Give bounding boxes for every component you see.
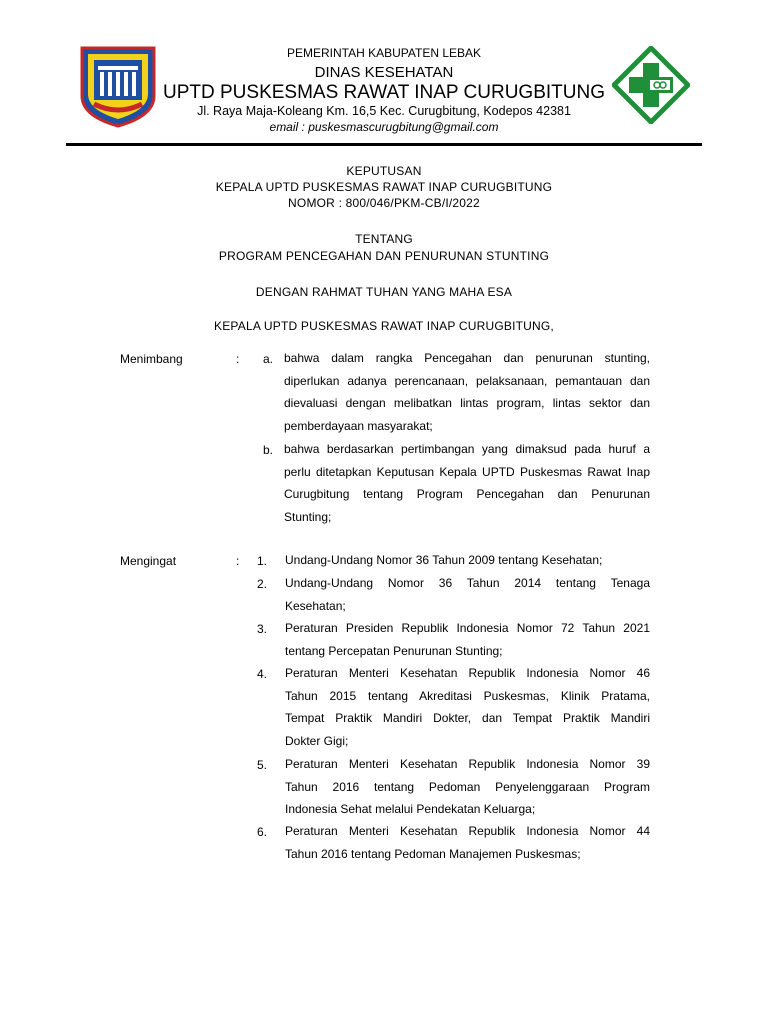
- mengingat-marker-3: 3.: [257, 622, 268, 636]
- text-line: Indonesia Sehat melalui Pendekatan Keluarga;: [285, 802, 536, 816]
- kop-alamat: Jl. Raya Maja-Koleang Km. 16,5 Kec. Curugbitung, Kodepos 42381: [197, 104, 571, 118]
- text-line: Peraturan Menteri Kesehatan Republik Indonesia Nomor 44: [285, 824, 650, 838]
- mengingat-label: Mengingat: [120, 554, 177, 568]
- text-line: Tahun 2015 tentang Akreditasi Puskesmas, Klinik Pratama,: [285, 688, 650, 703]
- heading-program: PROGRAM PENCEGAHAN DAN PENURUNAN STUNTING: [218, 249, 550, 263]
- text-line: Peraturan Menteri Kesehatan Republik Indonesia Nomor 46: [285, 666, 650, 680]
- menimbang-label: Menimbang: [120, 352, 183, 366]
- mengingat-marker-4: 4.: [257, 667, 268, 681]
- menimbang-marker-a: a.: [263, 352, 274, 366]
- text-line: Undang-Undang Nomor 36 Tahun 2009 tentang Kesehatan;: [285, 553, 603, 567]
- kop-pemerintah: PEMERINTAH KABUPATEN LEBAK: [286, 46, 482, 60]
- heading-nomor: NOMOR : 800/046/PKM-CB/I/2022: [288, 196, 480, 210]
- text-line: Tahun 2016 tentang Pedoman Penyelenggaraan Program: [285, 779, 650, 794]
- text-line: perlu ditetapkan Keputusan Kepala UPTD Puskesmas Rawat Inap: [284, 464, 650, 479]
- kop-instansi: UPTD PUSKESMAS RAWAT INAP CURUGBITUNG: [163, 82, 605, 103]
- text-line: tentang Percepatan Penurunan Stunting;: [285, 643, 503, 658]
- letterhead-rule: [66, 143, 702, 146]
- text-line: Stunting;: [284, 509, 332, 524]
- mengingat-marker-6: 6.: [257, 825, 268, 839]
- mengingat-colon: :: [236, 554, 240, 568]
- mengingat-marker-1: 1.: [257, 554, 268, 568]
- text-line: dievaluasi dengan melibatkan lintas program, lintas sektor dan: [284, 396, 650, 410]
- menimbang-colon: :: [236, 352, 240, 366]
- mengingat-item-1: [285, 549, 650, 572]
- text-line: Peraturan Presiden Republik Indonesia Nomor 72 Tahun 2021: [285, 621, 650, 635]
- text-line: Peraturan Menteri Kesehatan Republik Indonesia Nomor 39: [285, 757, 650, 771]
- heading-kepala: KEPALA UPTD PUSKESMAS RAWAT INAP CURUGBITUNG: [215, 180, 553, 194]
- heading-tentang: TENTANG: [355, 232, 413, 246]
- text-line: Tempat Praktik Mandiri Dokter, dan Tempat Praktik Mandiri: [285, 711, 650, 725]
- text-line: bahwa berdasarkan pertimbangan yang dimaksud pada huruf a: [284, 442, 650, 456]
- text-line: Dokter Gigi;: [285, 733, 349, 748]
- text-line: diperlukan adanya perencanaan, pelaksanaan, pemantauan dan: [284, 373, 650, 388]
- heading-rahmat: DENGAN RAHMAT TUHAN YANG MAHA ESA: [255, 285, 513, 299]
- menimbang-item-b: [284, 438, 650, 528]
- mengingat-item-5: [285, 753, 650, 821]
- mengingat-marker-5: 5.: [257, 758, 268, 772]
- heading-keputusan: KEPUTUSAN: [346, 164, 422, 178]
- text-line: bahwa dalam rangka Pencegahan dan penurunan stunting,: [284, 351, 650, 365]
- heading-kepala-2: KEPALA UPTD PUSKESMAS RAWAT INAP CURUGBITUNG,: [214, 319, 554, 333]
- text-line: Tahun 2016 tentang Pedoman Manajemen Puskesmas;: [285, 846, 581, 861]
- kop-dinas: DINAS KESEHATAN: [314, 64, 454, 81]
- mengingat-marker-2: 2.: [257, 577, 268, 591]
- mengingat-item-6: [285, 820, 650, 865]
- text-line: Undang-Undang Nomor 36 Tahun 2014 tentang Tenaga: [285, 576, 650, 590]
- text-line: Kesehatan;: [285, 598, 346, 613]
- text-line: Curugbitung tentang Program Pencegahan dan Penurunan: [284, 487, 650, 501]
- menimbang-marker-b: b.: [263, 443, 274, 457]
- kop-email: email : puskesmascurugbitung@gmail.com: [269, 120, 499, 134]
- text-line: pemberdayaan masyarakat;: [284, 418, 433, 433]
- menimbang-item-a: [284, 347, 650, 437]
- mengingat-item-4: [285, 662, 650, 752]
- mengingat-item-3: [285, 617, 650, 662]
- mengingat-item-2: [285, 572, 650, 617]
